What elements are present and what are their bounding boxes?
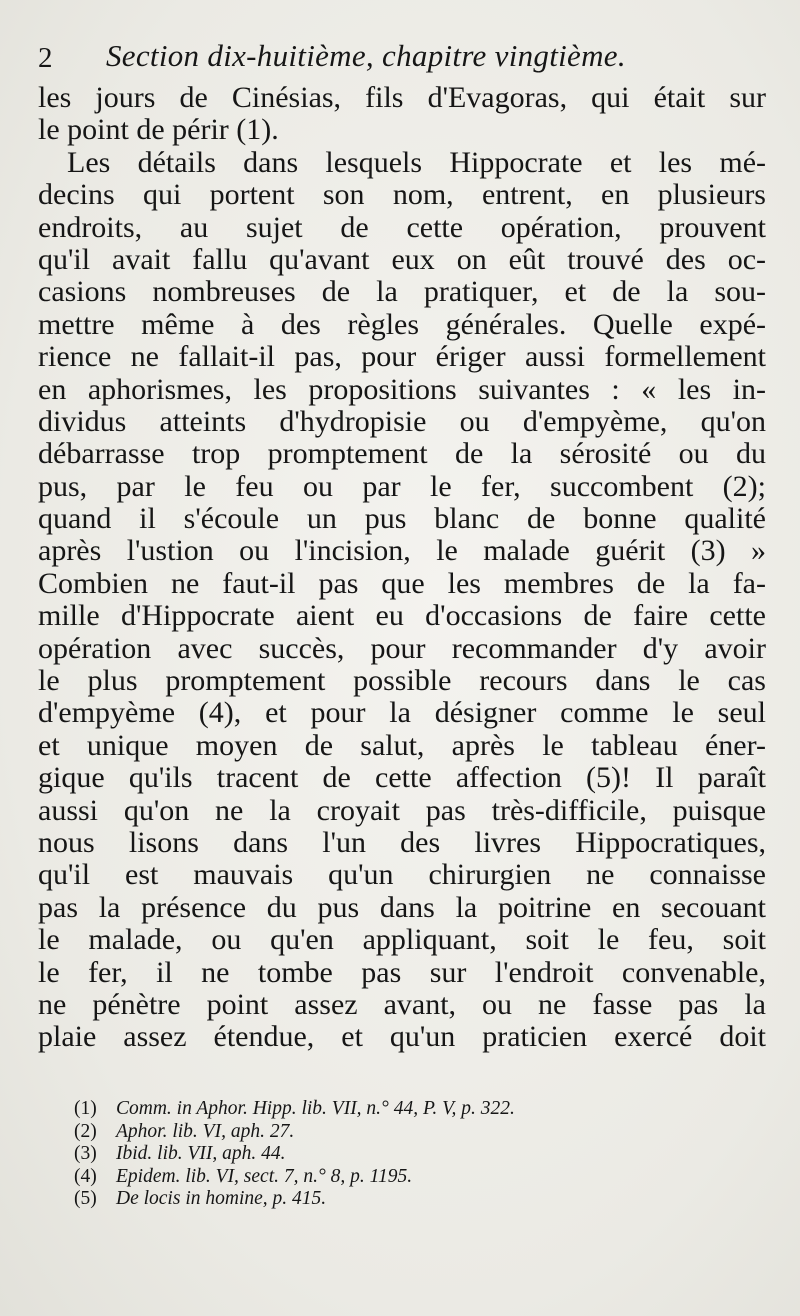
text-line: casions nombreuses de la pratiquer, et de la sou-	[38, 276, 766, 309]
footnote	[74, 1166, 594, 1189]
text-line: le plus promptement possible recours dans le cas	[38, 665, 766, 698]
footnote	[74, 1121, 594, 1144]
footnote-number: (5)	[74, 1188, 97, 1209]
text-line: gique qu'ils tracent de cette affection (5)! Il paraît	[38, 762, 766, 795]
footnote-text: Aphor. lib. VI, aph. 27.	[116, 1120, 295, 1142]
text-line: nous lisons dans l'un des livres Hippocratiques,	[38, 826, 766, 859]
text-line: pus, par le feu ou par le fer, succombent (2);	[38, 470, 766, 503]
footnote	[74, 1188, 594, 1211]
text-line: rience ne fallait-il pas, pour ériger aussi formellement	[38, 341, 766, 374]
text-line: d'empyème (4), et pour la désigner comme le seul	[38, 697, 766, 730]
text-line: mettre même à des règles générales. Quelle expé-	[38, 308, 766, 341]
text-line: après l'ustion ou l'incision, le malade guérit (3) »	[38, 535, 766, 568]
text-line: opération avec succès, pour recommander d'y avoir	[38, 632, 766, 665]
text-line: pas la présence du pus dans la poitrine en secouant	[38, 891, 766, 924]
text-line: qu'il est mauvais qu'un chirurgien ne connaisse	[38, 859, 766, 892]
footnote-number: (4)	[74, 1165, 97, 1187]
running-title: Section dix-huitième, chapitre vingtième.	[106, 38, 626, 73]
text-line: le point de périr (1).	[38, 114, 279, 147]
body-text	[38, 82, 766, 1054]
running-head	[38, 38, 766, 82]
text-line: le malade, ou qu'en appliquant, soit le feu, soit	[38, 924, 766, 957]
footnote-number: (1)	[74, 1098, 97, 1119]
text-line: decins qui portent son nom, entrent, en plusieurs	[38, 179, 766, 212]
footnote-text: De locis in homine, p. 415.	[116, 1188, 327, 1209]
footnote-text: Epidem. lib. VI, sect. 7, n.° 8, p. 1195.	[116, 1165, 413, 1187]
footnote-text: Comm. in Aphor. Hipp. lib. VII, n.° 44, P. V, p. 322.	[116, 1098, 515, 1119]
text-line: qu'il avait fallu qu'avant eux on eût trouvé des oc-	[38, 243, 766, 276]
text-line: quand il s'écoule un pus blanc de bonne qualité	[38, 503, 766, 536]
text-line: le fer, il ne tombe pas sur l'endroit convenable,	[38, 956, 766, 989]
page-number: 2	[38, 42, 53, 74]
text-line: Les détails dans lesquels Hippocrate et les mé-	[67, 146, 766, 179]
text-line: et unique moyen de salut, après le tableau éner-	[38, 729, 766, 762]
text-line: endroits, au sujet de cette opération, prouvent	[38, 211, 766, 244]
text-line: mille d'Hippocrate aient eu d'occasions de faire cette	[38, 600, 766, 633]
footnote	[74, 1098, 594, 1121]
text-line: aussi qu'on ne la croyait pas très-difficile, puisque	[38, 794, 766, 827]
text-line: Combien ne faut-il pas que les membres de la fa-	[38, 567, 766, 600]
text-line: plaie assez étendue, et qu'un praticien exercé doit	[38, 1021, 766, 1054]
footnote	[74, 1143, 594, 1166]
text-line: débarrasse trop promptement de la sérosité ou du	[38, 438, 766, 471]
text-line: dividus atteints d'hydropisie ou d'empyème, qu'on	[38, 405, 766, 438]
footnote-number: (2)	[74, 1120, 97, 1142]
text-line: en aphorismes, les propositions suivantes : « les in-	[38, 373, 766, 406]
footnote-number: (3)	[74, 1143, 97, 1164]
footnotes	[74, 1098, 594, 1211]
footnote-text: Ibid. lib. VII, aph. 44.	[116, 1143, 286, 1164]
text-line: ne pénètre point assez avant, ou ne fasse pas la	[38, 988, 766, 1021]
text-line: les jours de Cinésias, fils d'Evagoras, qui était sur	[38, 82, 766, 114]
